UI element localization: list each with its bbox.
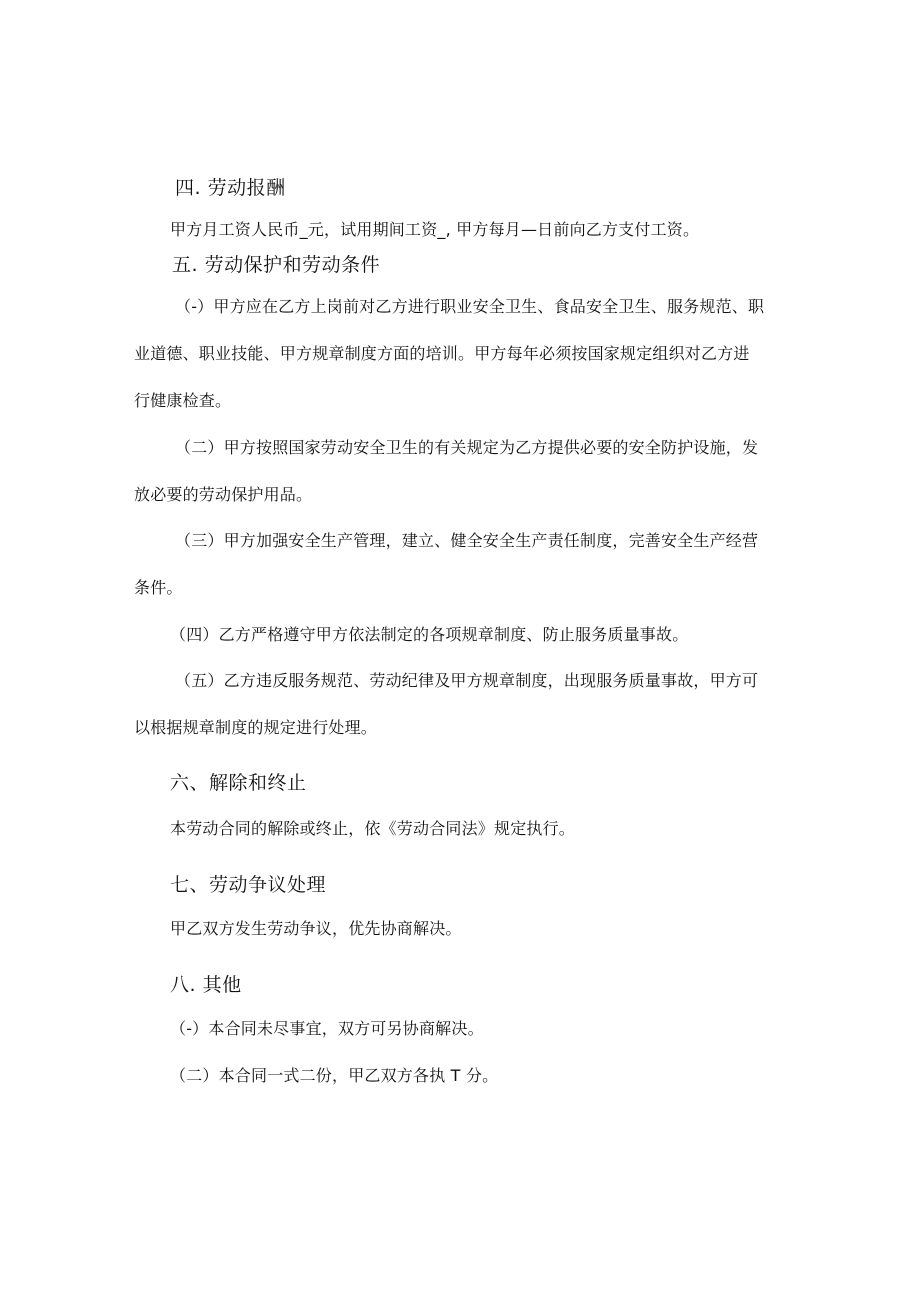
clause-5-1-line-2: 业道德、职业技能、甲方规章制度方面的培训。甲方每年必须按国家规定组织对乙方进	[134, 344, 750, 363]
section-6-paragraph: 本劳动合同的解除或终止，依《劳动合同法》规定执行。	[170, 819, 576, 838]
clause-5-5-line-1: （五）乙方违反服务规范、劳动纪律及甲方规章制度，出现服务质量事故，甲方可	[175, 671, 759, 690]
section-4-heading: 四. 劳动报酬	[175, 177, 286, 199]
section-7-paragraph: 甲乙双方发生劳动争议，优先协商解决。	[170, 919, 462, 938]
clause-5-2-line-1: （二）甲方按照国家劳动安全卫生的有关规定为乙方提供必要的安全防护设施，发	[175, 438, 759, 457]
clause-5-3-line-2: 条件。	[134, 578, 183, 597]
section-7-heading: 七、劳动争议处理	[170, 874, 327, 896]
clause-5-1-line-3: 行健康检查。	[134, 391, 232, 410]
clause-5-4: （四）乙方严格遵守甲方依法制定的各项规章制度、防止服务质量事故。	[170, 625, 689, 644]
section-5-heading: 五. 劳动保护和劳动条件	[172, 254, 381, 276]
section-6-heading: 六、解除和终止	[170, 772, 307, 794]
section-4-paragraph: 甲方月工资人民币_元，试用期间工资_, 甲方每月—日前向乙方支付工资。	[170, 220, 700, 239]
clause-5-3-line-1: （三）甲方加强安全生产管理，建立、健全安全生产责任制度，完善安全生产经营	[175, 531, 759, 550]
clause-5-1-line-1: （-）甲方应在乙方上岗前对乙方进行职业安全卫生、食品安全卫生、服务规范、职	[175, 297, 765, 316]
section-8-item-2: （二）本合同一式二份，甲乙双方各执 T 分。	[170, 1066, 499, 1085]
clause-5-2-line-2: 放必要的劳动保护用品。	[134, 485, 313, 504]
section-8-item-1: （-）本合同未尽事宜，双方可另协商解决。	[170, 1019, 484, 1038]
section-8-heading: 八. 其他	[170, 974, 242, 996]
clause-5-5-line-2: 以根据规章制度的规定进行处理。	[134, 718, 378, 737]
